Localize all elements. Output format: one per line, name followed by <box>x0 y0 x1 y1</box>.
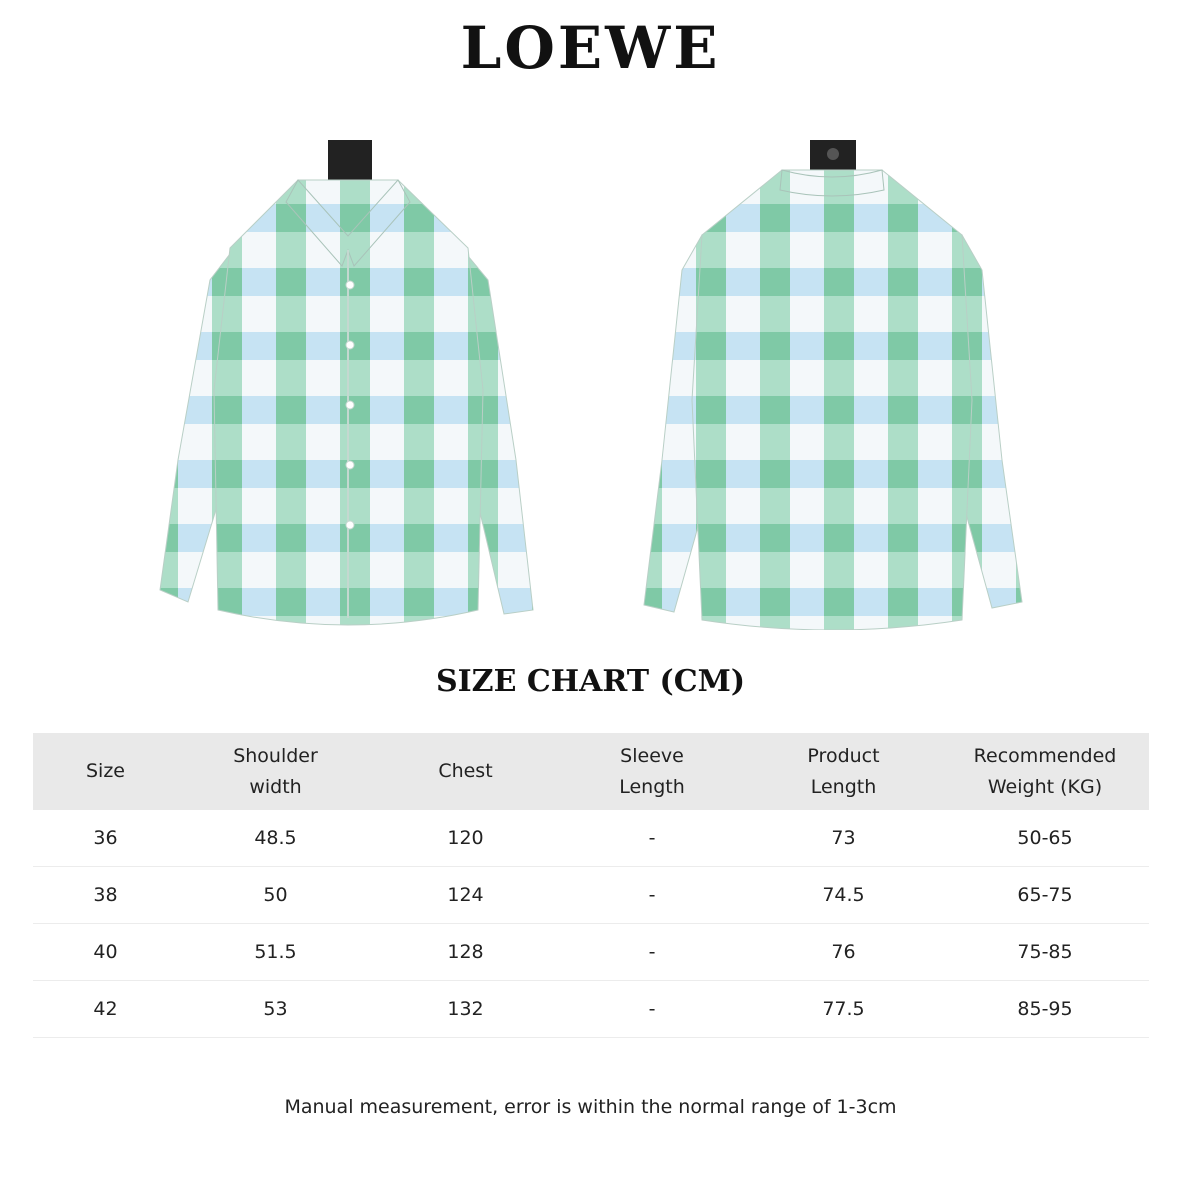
cell-sleeve-length: - <box>558 810 746 867</box>
header-shoulder-width: Shoulder width <box>178 733 373 810</box>
cell-size: 42 <box>33 981 178 1038</box>
cell-recommended-weight: 50-65 <box>941 810 1149 867</box>
cell-product-length: 74.5 <box>746 867 941 924</box>
cell-recommended-weight: 85-95 <box>941 981 1149 1038</box>
cell-recommended-weight: 75-85 <box>941 924 1149 981</box>
cell-chest: 132 <box>373 981 558 1038</box>
cell-size: 40 <box>33 924 178 981</box>
cell-shoulder-width: 50 <box>178 867 373 924</box>
table-row <box>33 810 1149 867</box>
size-chart-title: SIZE CHART (CM) <box>435 664 746 699</box>
table-row <box>33 981 1149 1038</box>
cell-chest: 120 <box>373 810 558 867</box>
header-sleeve-length: Sleeve Length <box>558 733 746 810</box>
cell-sleeve-length: - <box>558 867 746 924</box>
cell-shoulder-width: 51.5 <box>178 924 373 981</box>
shirt-front-image <box>148 140 548 630</box>
cell-size: 38 <box>33 867 178 924</box>
cell-product-length: 76 <box>746 924 941 981</box>
measurement-note: Manual measurement, error is within the normal range of 1-3cm <box>284 1096 897 1118</box>
header-product-length: Product Length <box>746 733 941 810</box>
cell-sleeve-length: - <box>558 924 746 981</box>
cell-product-length: 73 <box>746 810 941 867</box>
table-header-row <box>33 733 1149 810</box>
cell-recommended-weight: 65-75 <box>941 867 1149 924</box>
cell-chest: 128 <box>373 924 558 981</box>
table-row <box>33 924 1149 981</box>
shirt-back-image <box>632 140 1032 630</box>
header-recommended-weight: Recommended Weight (KG) <box>941 733 1149 810</box>
table-row <box>33 867 1149 924</box>
brand-logo: LOEWE <box>460 14 721 82</box>
header-chest: Chest <box>373 733 558 810</box>
cell-product-length: 77.5 <box>746 981 941 1038</box>
cell-size: 36 <box>33 810 178 867</box>
cell-sleeve-length: - <box>558 981 746 1038</box>
cell-shoulder-width: 48.5 <box>178 810 373 867</box>
cell-chest: 124 <box>373 867 558 924</box>
header-size: Size <box>33 733 178 810</box>
cell-shoulder-width: 53 <box>178 981 373 1038</box>
size-table <box>33 733 1149 1038</box>
